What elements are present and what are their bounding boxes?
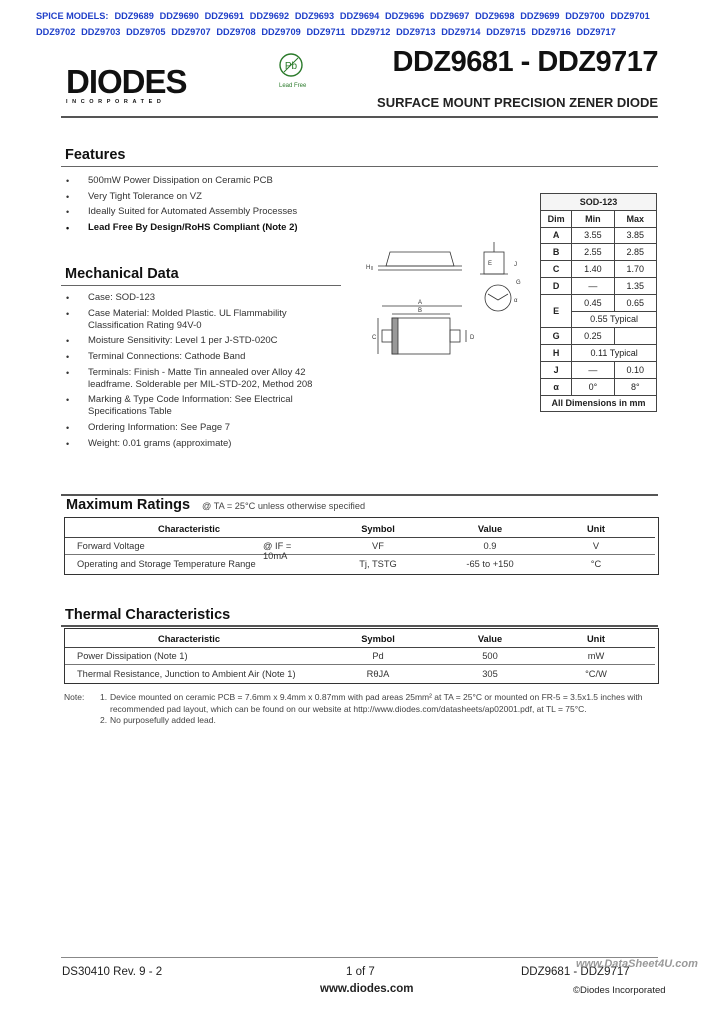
- dim-label-a: A: [418, 300, 423, 306]
- spice-model-link[interactable]: DDZ9697: [430, 11, 470, 21]
- table-row: [541, 361, 657, 378]
- spice-model-link[interactable]: DDZ9711: [306, 27, 346, 37]
- thermal-unit: °C/W: [585, 668, 607, 679]
- dim-cell: 0.55 Typical: [572, 311, 657, 328]
- list-item: • Case Material: Molded Plastic. UL Flammability Classification Rating 94V-0: [66, 308, 324, 332]
- mechanical-list: [66, 292, 324, 454]
- mechanical-heading: Mechanical Data: [65, 266, 179, 282]
- note-text: Device mounted on ceramic PCB = 7.6mm x 9.4mm x 0.87mm with pad areas 25mm² at TA = 25°C or mounted on FR-5 = 3.5x1.5 inches with recommended pad layout, which can be found on our website at http://www.diodes.com/datasheets/ap02001.pdf, at TL = 75°C.: [110, 692, 643, 714]
- table-row: [65, 665, 655, 683]
- spice-model-link[interactable]: DDZ9707: [171, 27, 211, 37]
- list-item: • Lead Free By Design/RoHS Compliant (Note 2): [66, 222, 366, 234]
- thermal-heading: Thermal Characteristics: [65, 607, 231, 623]
- column-header: Value: [443, 631, 537, 647]
- list-item: • 500mW Power Dissipation on Ceramic PCB: [66, 175, 366, 187]
- column-header: Symbol: [313, 521, 443, 537]
- dim-cell: α: [541, 378, 572, 395]
- dim-cell: 2.55: [572, 244, 614, 261]
- features-list: [66, 175, 366, 238]
- dim-cell: H: [541, 345, 572, 362]
- rating-symbol: Tj, TSTG: [359, 558, 397, 569]
- lead-free-badge-text: Pb: [284, 61, 298, 72]
- notes-section: [64, 692, 658, 727]
- rating-symbol: VF: [313, 537, 443, 555]
- dim-label-g: G: [516, 280, 521, 286]
- spice-model-link[interactable]: DDZ9713: [396, 27, 436, 37]
- dim-label-d: D: [470, 335, 475, 341]
- thermal-unit: mW: [537, 647, 655, 665]
- dim-cell: 3.55: [572, 227, 614, 244]
- list-item: • Moisture Sensitivity: Level 1 per J-STD-020C: [66, 335, 324, 347]
- spice-model-link[interactable]: DDZ9712: [351, 27, 391, 37]
- thermal-value: 305: [482, 668, 498, 679]
- dim-cell: E: [541, 294, 572, 328]
- rating-unit: °C: [590, 558, 602, 569]
- spice-model-link[interactable]: DDZ9702: [36, 27, 76, 37]
- spice-model-link[interactable]: DDZ9700: [565, 11, 605, 21]
- table-row: [541, 210, 657, 227]
- spice-model-link[interactable]: DDZ9705: [126, 27, 166, 37]
- table-row: [541, 227, 657, 244]
- table-row: [65, 647, 655, 665]
- list-item: • Very Tight Tolerance on VZ: [66, 191, 366, 203]
- thermal-divider: [61, 625, 658, 627]
- spice-model-link[interactable]: DDZ9698: [475, 11, 515, 21]
- spice-model-link[interactable]: DDZ9703: [81, 27, 121, 37]
- spice-model-link[interactable]: DDZ9717: [576, 27, 616, 37]
- dim-label-j: J: [514, 262, 517, 268]
- spice-model-link[interactable]: DDZ9689: [114, 11, 154, 21]
- dimension-table: [540, 193, 657, 412]
- list-item: • Weight: 0.01 grams (approximate): [66, 438, 324, 450]
- header-divider: [61, 116, 658, 118]
- top-view-body: [392, 318, 450, 354]
- dim-label-c: C: [372, 335, 377, 341]
- table-row: [65, 555, 655, 573]
- list-item: • Ordering Information: See Page 7: [66, 422, 324, 434]
- spice-model-link[interactable]: DDZ9694: [339, 11, 380, 21]
- table-row: [65, 537, 655, 555]
- dim-cell: 0.25: [572, 328, 614, 345]
- dim-cell: 2.85: [614, 244, 656, 261]
- thermal-char-cell: Thermal Resistance, Junction to Ambient Air (Note 1): [77, 668, 296, 679]
- note-number: 1.: [100, 692, 108, 702]
- rating-value: -65 to +150: [466, 558, 514, 569]
- table-row: [541, 261, 657, 278]
- note-item: [64, 692, 658, 715]
- footer-copyright: ©Diodes Incorporated: [573, 985, 666, 996]
- footer-page-number: 1 of 7: [346, 966, 375, 978]
- dim-table-header: Max: [614, 210, 656, 227]
- note-text: No purposefully added lead.: [110, 715, 216, 725]
- dim-label-alpha: α: [514, 298, 518, 304]
- thermal-value: 500: [443, 647, 537, 665]
- dim-cell: 0.11 Typical: [572, 345, 657, 362]
- table-row: [541, 277, 657, 294]
- note-number: 2.: [100, 715, 108, 725]
- thermal-symbol: Pd: [313, 647, 443, 665]
- table-row: [541, 328, 657, 345]
- list-item: • Marking & Type Code Information: See Electrical Specifications Table: [66, 394, 324, 418]
- page-title: DDZ9681 - DDZ9717: [392, 46, 658, 78]
- side-view-body: [386, 252, 454, 266]
- features-divider: [61, 166, 658, 167]
- thermal-symbol: RθJA: [366, 668, 390, 679]
- spice-models-label: SPICE MODELS:: [36, 11, 109, 21]
- list-item: • Case: SOD-123: [66, 292, 324, 304]
- footer-divider: [61, 957, 658, 958]
- dim-cell: 3.85: [614, 227, 656, 244]
- spice-model-link[interactable]: DDZ9708: [216, 27, 256, 37]
- dim-table-header: Dim: [541, 210, 572, 227]
- dim-table-header: Min: [572, 210, 614, 227]
- dim-cell: D: [541, 277, 572, 294]
- column-header: Symbol: [313, 631, 443, 647]
- dim-cell: C: [541, 261, 572, 278]
- spice-model-link[interactable]: DDZ9696: [384, 11, 425, 21]
- dim-cell: 0°: [572, 378, 614, 395]
- datasheet-watermark: www.DataSheet4U.com: [576, 958, 698, 970]
- spice-model-link[interactable]: DDZ9691: [204, 11, 244, 21]
- dim-cell: 1.70: [614, 261, 656, 278]
- note-item: [64, 715, 658, 727]
- lead-free-icon: [277, 51, 307, 87]
- table-row: [541, 395, 657, 412]
- max-ratings-heading: Maximum Ratings: [66, 497, 191, 513]
- footer-part-number: DDZ9681 - DDZ9717: [521, 966, 630, 978]
- features-heading: Features: [65, 147, 126, 163]
- thermal-table: [65, 631, 655, 682]
- cathode-band: [392, 318, 398, 354]
- rating-unit: V: [537, 537, 655, 555]
- spice-model-link[interactable]: DDZ9701: [610, 11, 650, 21]
- spice-model-link[interactable]: DDZ9693: [294, 11, 335, 21]
- spice-model-link[interactable]: DDZ9709: [261, 27, 301, 37]
- end-view-body: [484, 252, 504, 274]
- spice-model-link[interactable]: DDZ9716: [531, 27, 571, 37]
- dim-cell: G: [541, 328, 572, 345]
- column-header: Unit: [537, 631, 655, 647]
- notes-label: Note:: [64, 692, 85, 702]
- table-row: [541, 378, 657, 395]
- logo-wordmark: DIODES: [66, 63, 187, 100]
- footer-doc-id: DS30410 Rev. 9 - 2: [62, 966, 163, 978]
- spice-model-link[interactable]: DDZ9715: [486, 27, 526, 37]
- spice-model-link[interactable]: DDZ9692: [249, 11, 290, 21]
- dim-cell: 1.40: [572, 261, 614, 278]
- footer-website-link[interactable]: www.diodes.com: [320, 983, 414, 995]
- table-row: [65, 521, 655, 537]
- column-header: Characteristic: [65, 631, 313, 647]
- column-header: Unit: [537, 521, 655, 537]
- max-ratings-table: [65, 521, 655, 572]
- spice-model-link[interactable]: DDZ9690: [159, 11, 199, 21]
- table-row: [65, 631, 655, 647]
- dim-cell: 0.45: [572, 294, 614, 311]
- dim-cell: —: [572, 361, 614, 378]
- top-view-lead-right: [450, 330, 460, 342]
- spice-models-list: [36, 11, 653, 37]
- column-header: Characteristic: [65, 521, 313, 537]
- dim-cell: 1.35: [614, 277, 656, 294]
- max-ratings-top-divider: [61, 494, 658, 496]
- spice-model-link[interactable]: DDZ9699: [520, 11, 560, 21]
- table-row: [541, 294, 657, 311]
- dim-cell: 0.10: [614, 361, 656, 378]
- lead-free-label: Lead Free: [279, 83, 307, 89]
- page-subtitle: SURFACE MOUNT PRECISION ZENER DIODE: [377, 95, 658, 110]
- rating-char-cell: Forward Voltage @ IF = 10mA: [65, 537, 313, 555]
- top-view-lead-left: [382, 330, 392, 342]
- thermal-char-cell: Power Dissipation (Note 1): [65, 647, 313, 665]
- detail-circle: [485, 285, 511, 311]
- column-header: Value: [443, 521, 537, 537]
- dim-cell: [614, 328, 656, 345]
- table-row: [541, 244, 657, 261]
- logo-subtext: INCORPORATED: [66, 99, 166, 105]
- dim-table-footer: All Dimensions in mm: [541, 395, 657, 412]
- mechanical-divider: [61, 285, 341, 286]
- spice-models-bar: [36, 8, 686, 40]
- dim-label-b: B: [418, 308, 423, 314]
- dim-label-e: E: [488, 261, 493, 267]
- list-item: • Terminals: Finish - Matte Tin annealed over Alloy 42 leadframe. Solderable per MIL-STD-202, Method 208: [66, 367, 324, 391]
- table-row: [541, 345, 657, 362]
- rating-char-cell: Operating and Storage Temperature Range: [77, 558, 256, 569]
- dim-cell: 0.65: [614, 294, 656, 311]
- dim-cell: —: [572, 277, 614, 294]
- max-ratings-condition: @ TA = 25°C unless otherwise specified: [202, 501, 366, 511]
- diodes-logo: [66, 63, 226, 107]
- list-item: • Terminal Connections: Cathode Band: [66, 351, 324, 363]
- dim-label-h: H: [366, 265, 371, 271]
- list-item: • Ideally Suited for Automated Assembly Processes: [66, 206, 366, 218]
- rating-condition: @ IF = 10mA: [263, 540, 292, 561]
- dim-cell: A: [541, 227, 572, 244]
- dim-cell: 8°: [614, 378, 656, 395]
- dim-table-package: SOD-123: [541, 194, 657, 211]
- dim-cell: B: [541, 244, 572, 261]
- spice-model-link[interactable]: DDZ9714: [441, 27, 481, 37]
- package-outline-diagram: [358, 236, 530, 362]
- rating-value: 0.9: [443, 537, 537, 555]
- dim-cell: J: [541, 361, 572, 378]
